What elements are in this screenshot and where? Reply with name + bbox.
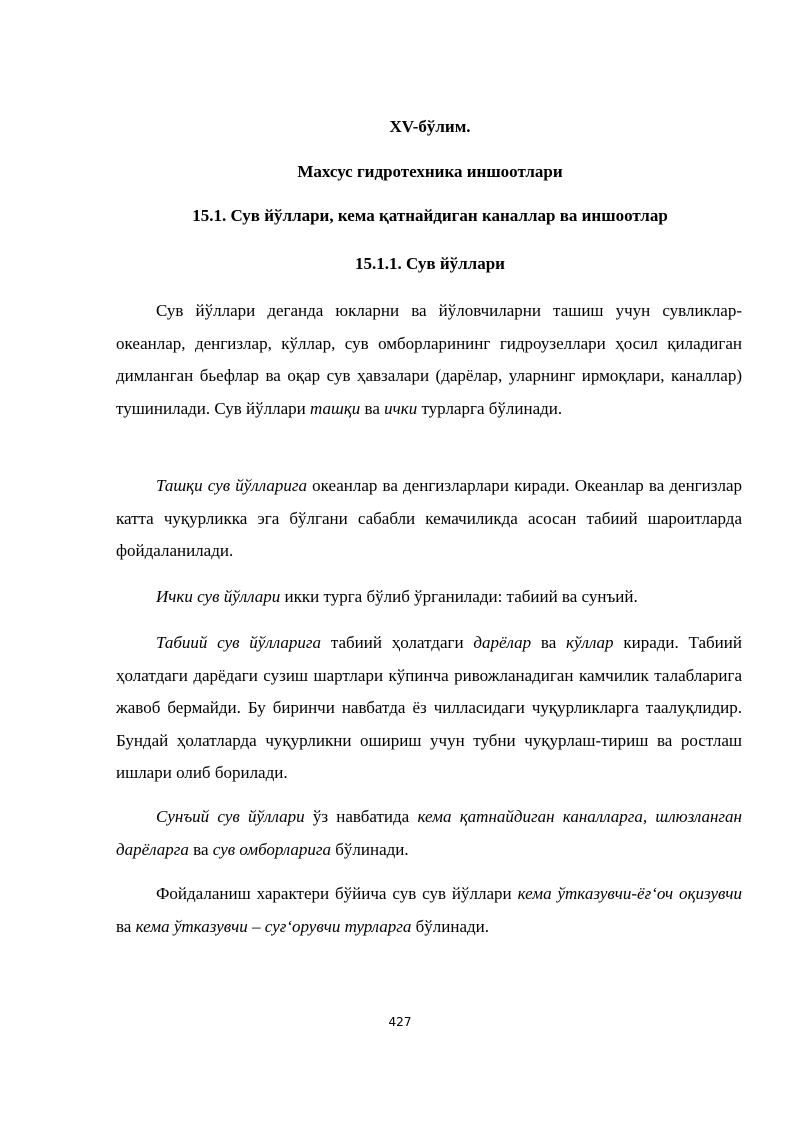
italic-term: кема қатнайдиган каналларга, шлюзланган дарёларга xyxy=(116,807,742,859)
text-run: ва xyxy=(188,839,213,859)
chapter-title: Махсус гидротехника иншоотлари xyxy=(297,162,563,181)
text-run: табиий ҳолатдаги xyxy=(321,633,474,652)
paragraph-external-ways xyxy=(116,470,742,568)
italic-term: дарёлар xyxy=(473,633,532,652)
text-run: бўлинади. xyxy=(331,839,409,859)
text-run: ўз навбатида xyxy=(304,807,418,826)
section-heading: 15.1. Сув йўллари, кема қатнайдиган каналлар ва иншоотлар xyxy=(192,206,668,225)
italic-term: сув омборларига xyxy=(212,839,332,859)
paragraph-water-ways-definition xyxy=(116,295,742,425)
text-run: икки турга бўлиб ўрганилади: табиий ва сунъий. xyxy=(280,587,638,606)
italic-term: ички xyxy=(384,398,418,418)
italic-term: кўллар xyxy=(566,633,614,652)
text-run: океанлар ва денгизларлари киради. Океанлар ва денгизлар катта чуқурликка эга бўлгани сабабли кемачиликда асосан табиий шароитларда фойдаланилади. xyxy=(116,476,742,560)
text-run: турларга бўлинади. xyxy=(417,398,563,418)
italic-term: Ташқи сув йўлларига xyxy=(156,476,307,495)
italic-term: Табиий сув йўлларига xyxy=(156,633,322,652)
paragraph-internal-ways xyxy=(116,581,742,614)
page-number: 427 xyxy=(388,1015,412,1029)
part-heading: XV-бўлим. xyxy=(389,117,471,136)
text-run: ва xyxy=(116,916,136,936)
paragraph-artificial-ways xyxy=(116,801,742,866)
italic-term: кема ўтказувчи-ёғ‘оч оқизувчи xyxy=(517,884,742,903)
text-run: киради. Табиий ҳолатдаги дарёдаги сузиш шартлари кўпинча ривожланадиган камчилик талабларига жавоб бермайди. Бу биринчи навбатда ёз чилласидаги чуқурликларга таалуқлидир. Бундай ҳолатларда чуқурликни ошириш учун тубни чуқурлаш-тириш ва ростлаш ишлари олиб борилади. xyxy=(116,633,742,782)
italic-term: кема ўтказувчи – суғ‘орувчи турларга xyxy=(135,916,412,936)
subsection-heading: 15.1.1. Сув йўллари xyxy=(355,254,505,273)
text-run: Фойдаланиш характери бўйича сув сув йўллари xyxy=(156,884,518,903)
italic-term: Ички сув йўллари xyxy=(156,587,281,606)
text-run: бўлинади. xyxy=(411,916,489,936)
italic-term: Сунъий сув йўллари xyxy=(156,807,305,826)
paragraph-natural-ways xyxy=(116,627,742,790)
text-run: ва xyxy=(360,398,385,418)
text-run: Сув йўллари деганда юкларни ва йўловчиларни ташиш учун сувликлар-океанлар, денгизлар, кўллар, сув омборларининг гидроузеллари ҳосил қиладиган димланган бьефлар ва оқар сув ҳавзалари (дарёлар, уларнинг ирмоқлари, каналлар) тушинилади. Сув йўллари xyxy=(116,301,742,418)
paragraph-usage-types xyxy=(116,878,742,943)
italic-term: ташқи xyxy=(310,398,361,418)
text-run: ва xyxy=(531,633,567,652)
